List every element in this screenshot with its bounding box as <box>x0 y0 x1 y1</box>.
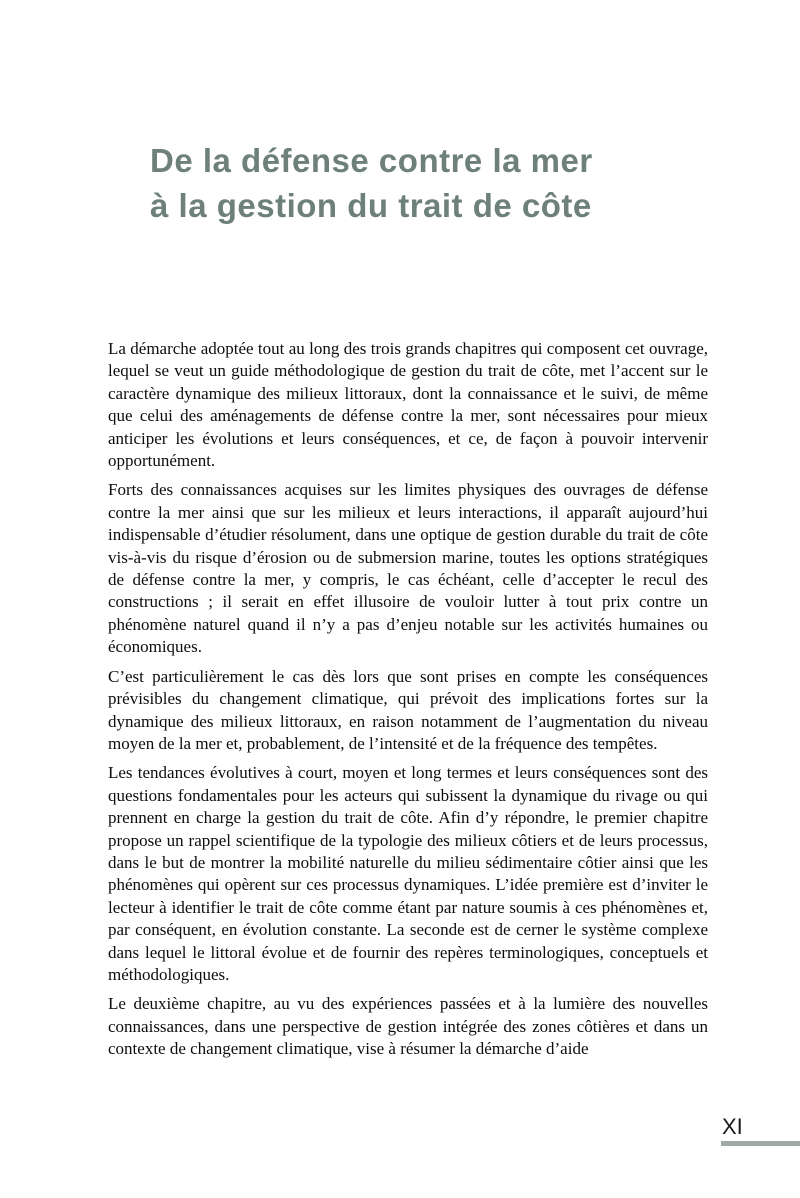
paragraph-2: Forts des connaissances acquises sur les limites physiques des ouvrages de défense contre la mer ainsi que sur les milieux et leurs interactions, il apparaît aujourd’hui indispensable d’étudier résolument, dans une optique de gestion durable du trait de côte vis-à-vis du risque d’érosion ou de submersion marine, toutes les options stratégiques de défense contre la mer, y compris, le cas échéant, celle d’accepter le recul des constructions ; il serait en effet illusoire de vouloir lutter à tout prix contre un phénomène naturel quand il n’y a pas d’enjeu notable sur les activités humaines ou économiques. <box>108 480 708 657</box>
footer-rule <box>721 1141 800 1146</box>
chapter-title-line-2: à la gestion du trait de côte <box>150 187 592 224</box>
paragraph-5: Le deuxième chapitre, au vu des expériences passées et à la lumière des nouvelles connaissances, dans une perspective de gestion intégrée des zones côtières et dans un contexte de changement climatique, vise à résumer la démarche d’aide <box>108 994 708 1059</box>
chapter-title-line-1: De la défense contre la mer <box>150 142 593 179</box>
page-number: XI <box>722 1114 743 1139</box>
paragraph-3: C’est particulièrement le cas dès lors que sont prises en compte les conséquences prévisibles du changement climatique, qui prévoit des implications fortes sur la dynamique des milieux littoraux, en raison notamment de l’augmentation du niveau moyen de la mer et, probablement, de l’intensité et de la fréquence des tempêtes. <box>108 666 708 753</box>
body-text <box>108 338 708 1068</box>
page-footer <box>721 1115 800 1146</box>
chapter-title <box>150 138 593 228</box>
paragraph-4: Les tendances évolutives à court, moyen et long termes et leurs conséquences sont des questions fondamentales pour les acteurs qui subissent la dynamique du rivage ou qui prennent en charge la gestion du trait de côte. Afin d’y répondre, le premier chapitre propose un rappel scientifique de la typologie des milieux côtiers et de leurs processus, dans le but de montrer la mobilité naturelle du milieu sédimentaire côtier ainsi que les phénomènes qui opèrent sur ces processus dynamiques. L’idée première est d’inviter le lecteur à identifier le trait de côte comme étant par nature soumis à ces phénomènes et, par conséquent, en évolution constante. La seconde est de cerner le système complexe dans lequel le littoral évolue et de fournir des repères terminologiques, conceptuels et méthodologiques. <box>108 763 708 984</box>
paragraph-1: La démarche adoptée tout au long des trois grands chapitres qui composent cet ouvrage, lequel se veut un guide méthodologique de gestion du trait de côte, met l’accent sur le caractère dynamique des milieux littoraux, dont la connaissance et le suivi, de même que celui des aménagements de défense contre la mer, sont nécessaires pour mieux anticiper les évolutions et leurs conséquences, et ce, de façon à pouvoir intervenir opportunément. <box>108 339 708 471</box>
